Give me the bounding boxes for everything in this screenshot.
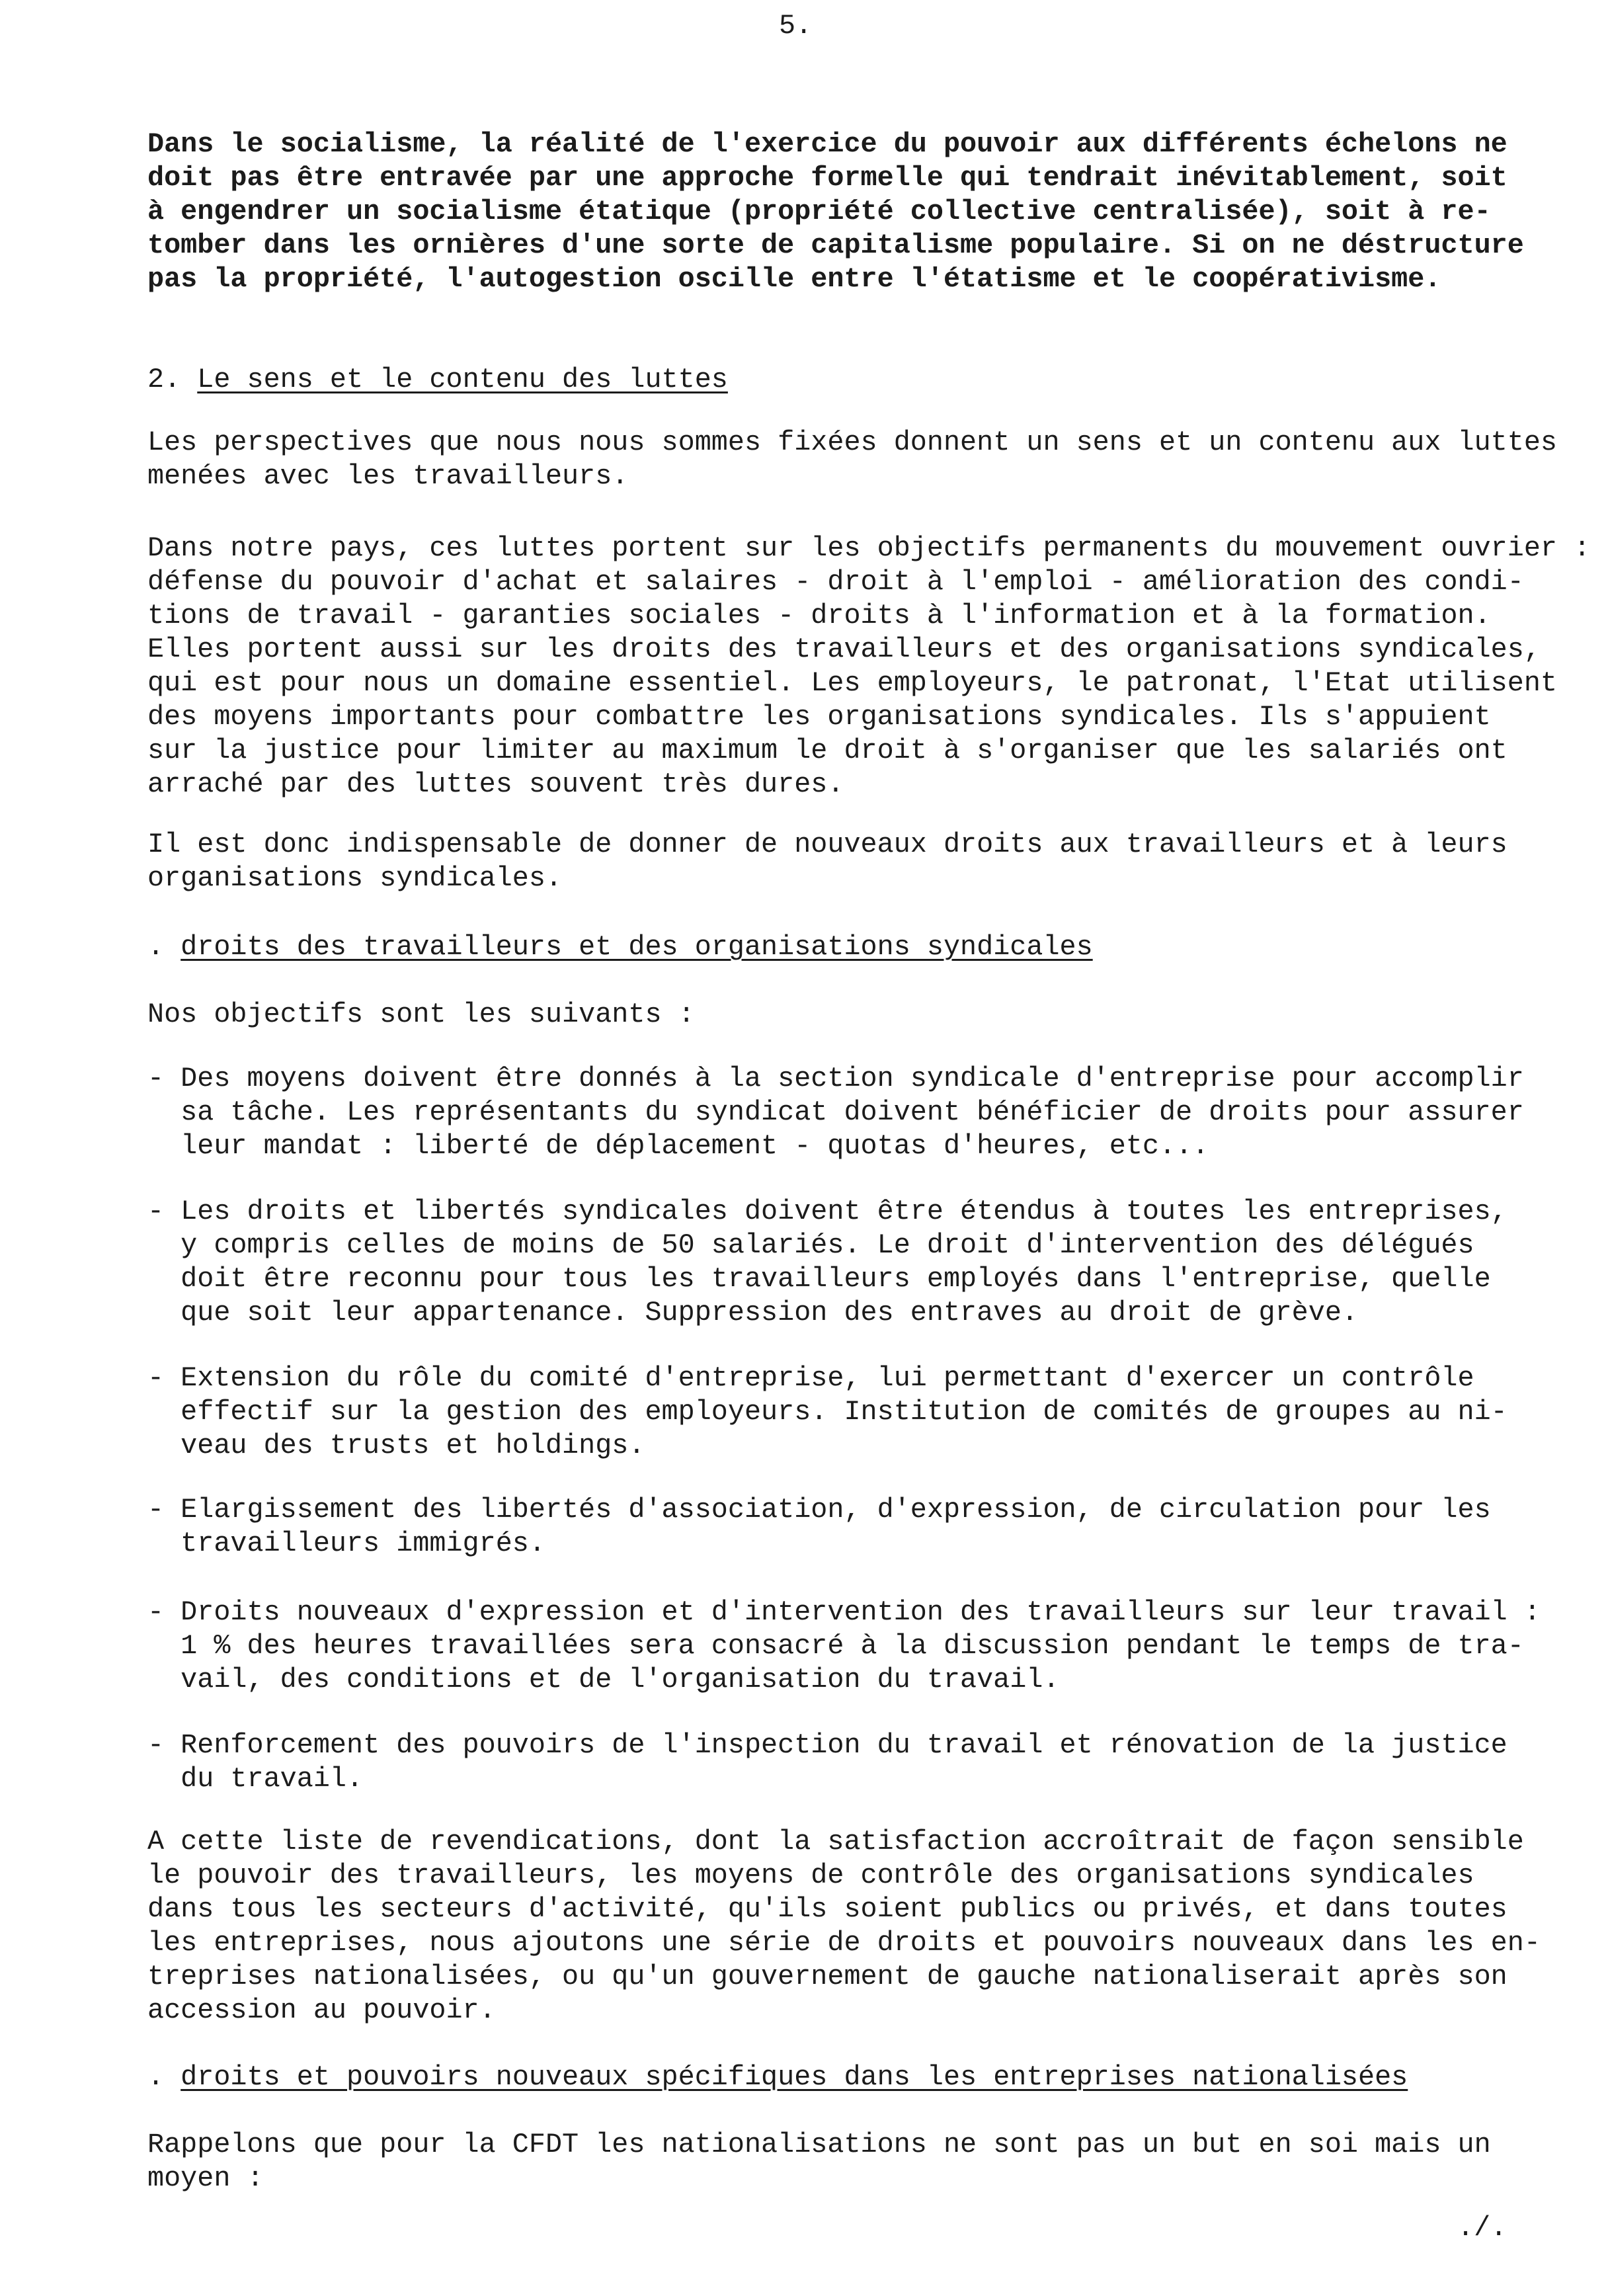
- subsection-heading: [147, 2061, 1408, 2094]
- section-heading: [147, 363, 728, 397]
- list-item-line: y compris celles de moins de 50 salariés. Le droit d'intervention des délégués: [181, 1229, 1474, 1261]
- paragraph-line: tomber dans les ornières d'une sorte de capitalisme populaire. Si on ne déstructure: [147, 229, 1524, 261]
- luttes-paragraph: [147, 532, 1590, 801]
- list-item-line: - Droits nouveaux d'expression et d'intervention des travailleurs sur leur travail :: [147, 1596, 1541, 1628]
- paragraph-line: A cette liste de revendications, dont la satisfaction accroîtrait de façon sensible: [147, 1826, 1524, 1858]
- list-item-line: que soit leur appartenance. Suppression des entraves au droit de grève.: [181, 1297, 1358, 1329]
- list-item-line: veau des trusts et holdings.: [181, 1430, 645, 1461]
- paragraph-line: organisations syndicales.: [147, 862, 563, 894]
- list-item-line: - Elargissement des libertés d'association, d'expression, de circulation pour les: [147, 1494, 1491, 1526]
- list-item-line: - Renforcement des pouvoirs de l'inspection du travail et rénovation de la justice: [147, 1729, 1508, 1761]
- paragraph-line: des moyens importants pour combattre les organisations syndicales. Ils s'appuient: [147, 701, 1491, 733]
- paragraph-line: Elles portent aussi sur les droits des travailleurs et des organisations syndicales,: [147, 634, 1541, 665]
- list-item: [147, 1362, 1508, 1463]
- revendications-paragraph: [147, 1825, 1541, 2028]
- perspectives-paragraph: [147, 426, 1557, 493]
- paragraph-line: défense du pouvoir d'achat et salaires - droit à l'emploi - amélioration des condi-: [147, 566, 1524, 598]
- list-item-line: doit être reconnu pour tous les travailleurs employés dans l'entreprise, quelle: [181, 1263, 1491, 1295]
- section-number: 2.: [147, 364, 181, 395]
- paragraph-line: arraché par des luttes souvent très dures.: [147, 768, 844, 800]
- paragraph-line: les entreprises, nous ajoutons une série de droits et pouvoirs nouveaux dans les en-: [147, 1927, 1541, 1959]
- subsection-bullet: .: [147, 2061, 165, 2093]
- list-item-line: - Les droits et libertés syndicales doivent être étendus à toutes les entreprises,: [147, 1196, 1508, 1227]
- list-item: [147, 1729, 1508, 1796]
- paragraph-line: qui est pour nous un domaine essentiel. Les employeurs, le patronat, l'Etat utilisent: [147, 667, 1557, 699]
- paragraph-line: Il est donc indispensable de donner de nouveaux droits aux travailleurs et à leurs: [147, 829, 1508, 860]
- list-item: [147, 1596, 1541, 1697]
- subsection-title: droits des travailleurs et des organisations syndicales: [181, 931, 1093, 963]
- paragraph-line: le pouvoir des travailleurs, les moyens de contrôle des organisations syndicales: [147, 1860, 1474, 1891]
- paragraph-line: moyen :: [147, 2162, 264, 2194]
- subsection-heading: [147, 930, 1093, 964]
- objectifs-intro: [147, 998, 695, 1032]
- list-item-line: sa tâche. Les représentants du syndicat doivent bénéficier de droits pour assurer: [181, 1096, 1524, 1128]
- list-item-line: travailleurs immigrés.: [181, 1528, 545, 1559]
- list-item: [147, 1195, 1508, 1330]
- page-number: 5.: [779, 10, 813, 42]
- subsection-title: droits et pouvoirs nouveaux spécifiques dans les entreprises nationalisées: [181, 2061, 1408, 2093]
- list-item-line: effectif sur la gestion des employeurs. Institution de comités de groupes au ni-: [181, 1396, 1508, 1428]
- paragraph-line: Dans notre pays, ces luttes portent sur les objectifs permanents du mouvement ouvrier :: [147, 532, 1591, 564]
- list-item: [147, 1062, 1524, 1163]
- paragraph-line: à engendrer un socialisme étatique (propriété collective centralisée), soit à re-: [147, 196, 1491, 227]
- intro-paragraph: [147, 128, 1524, 296]
- section-title: Le sens et le contenu des luttes: [197, 364, 728, 395]
- paragraph-line: dans tous les secteurs d'activité, qu'ils soient publics ou privés, et dans toutes: [147, 1893, 1508, 1925]
- paragraph-line: tions de travail - garanties sociales - droits à l'information et à la formation.: [147, 600, 1491, 632]
- list-item-line: - Extension du rôle du comité d'entreprise, lui permettant d'exercer un contrôle: [147, 1362, 1474, 1394]
- nouveaux-droits-paragraph: [147, 828, 1508, 895]
- list-item-line: - Des moyens doivent être donnés à la section syndicale d'entreprise pour accomplir: [147, 1063, 1524, 1094]
- list-item: [147, 1493, 1491, 1561]
- list-item-line: leur mandat : liberté de déplacement - quotas d'heures, etc...: [181, 1130, 1209, 1162]
- continuation-mark: ./.: [1457, 2212, 1508, 2244]
- paragraph-line: Les perspectives que nous nous sommes fixées donnent un sens et un contenu aux luttes: [147, 427, 1557, 458]
- list-item-line: du travail.: [181, 1763, 364, 1795]
- list-item-line: vail, des conditions et de l'organisation du travail.: [181, 1664, 1060, 1696]
- paragraph-line: pas la propriété, l'autogestion oscille entre l'étatisme et le coopérativisme.: [147, 263, 1441, 295]
- paragraph-line: Dans le socialisme, la réalité de l'exercice du pouvoir aux différents échelons ne: [147, 128, 1508, 160]
- paragraph-line: treprises nationalisées, ou qu'un gouvernement de gauche nationaliserait après son: [147, 1961, 1508, 1992]
- paragraph-line: accession au pouvoir.: [147, 1994, 496, 2026]
- paragraph-line: doit pas être entravée par une approche formelle qui tendrait inévitablement, soit: [147, 162, 1508, 194]
- nationalisations-paragraph: [147, 2128, 1491, 2195]
- subsection-bullet: .: [147, 931, 165, 963]
- list-item-line: 1 % des heures travaillées sera consacré à la discussion pendant le temps de tra-: [181, 1630, 1524, 1662]
- paragraph-line: Rappelons que pour la CFDT les nationalisations ne sont pas un but en soi mais un: [147, 2129, 1491, 2160]
- paragraph-line: sur la justice pour limiter au maximum le droit à s'organiser que les salariés ont: [147, 735, 1508, 766]
- paragraph-line: menées avec les travailleurs.: [147, 460, 629, 492]
- paragraph-line: Nos objectifs sont les suivants :: [147, 999, 695, 1030]
